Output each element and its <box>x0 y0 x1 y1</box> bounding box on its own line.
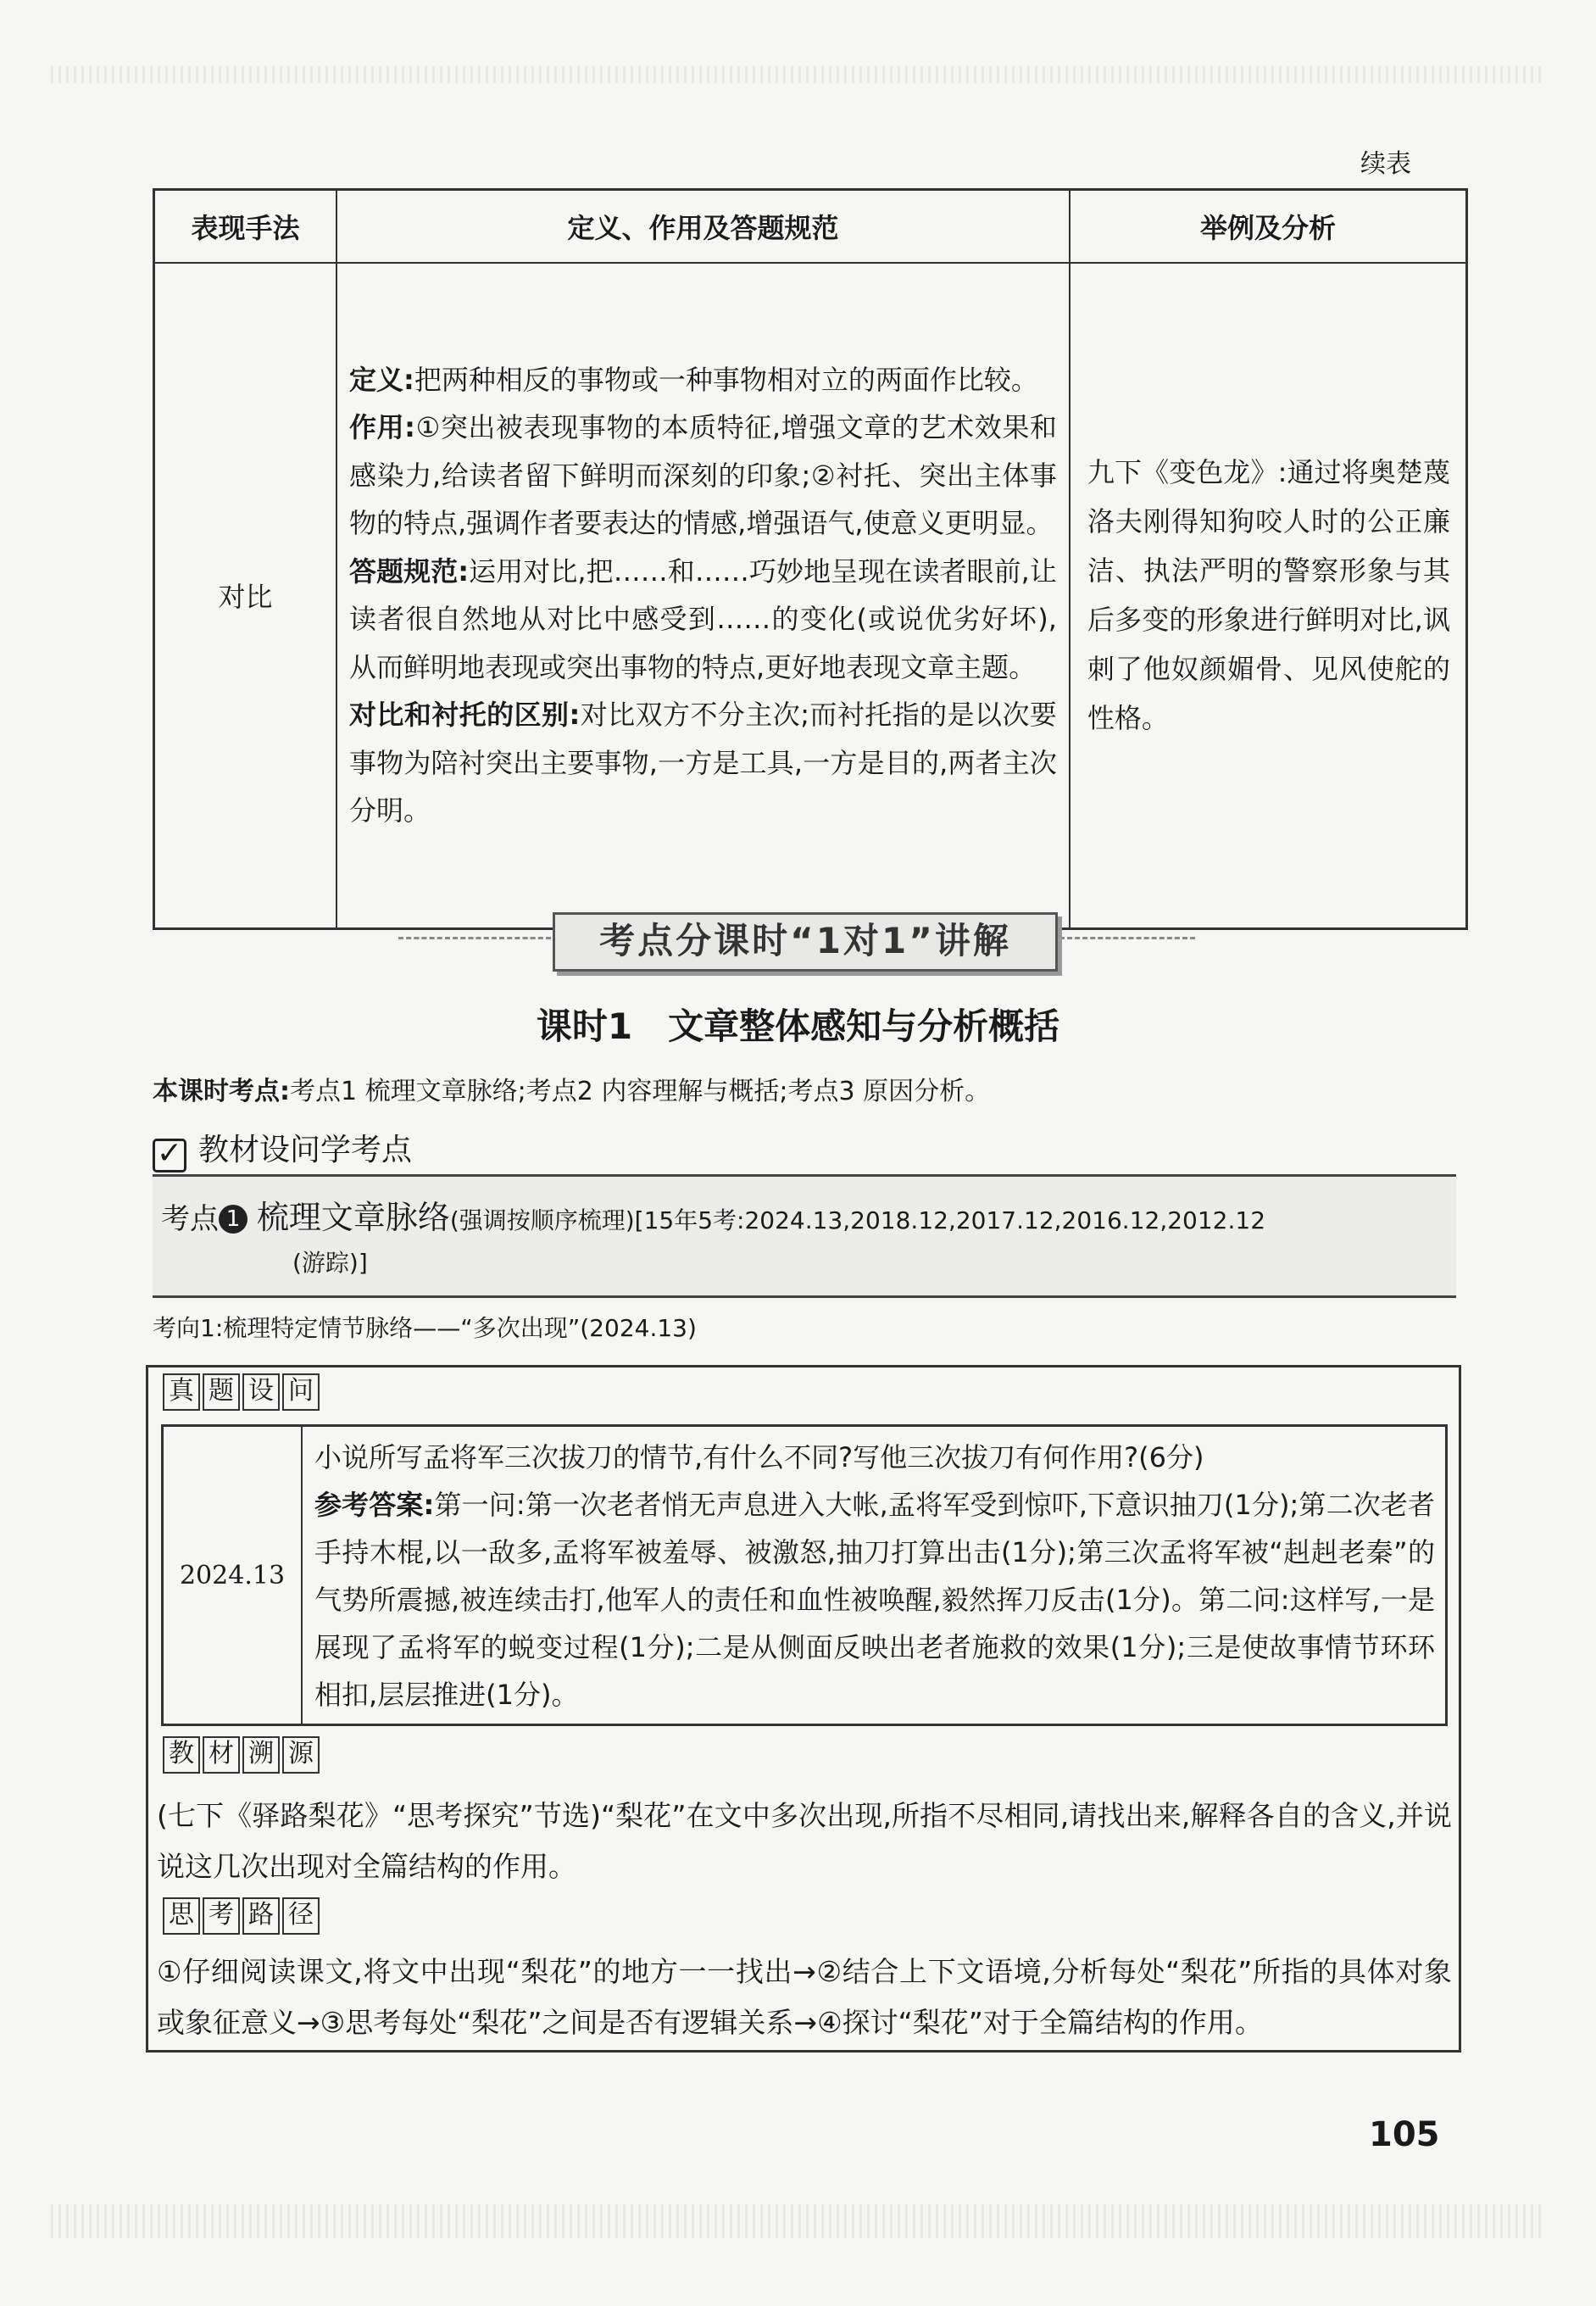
banner-rule-right <box>1059 937 1195 939</box>
kaodian-title: 考点 1 梳理文章脉络(强调按顺序梳理)[15年5考:2024.13,2018.12,2017.12,2016.12,2012.12 <box>161 1199 1266 1236</box>
effect-para: 作用:①突出被表现事物的本质特征,增强文章的艺术效果和感染力,给读者留下鲜明而深刻的印象;②衬托、突出主体事物的特点,强调作者要表达的情感,增强语气,使意义更明显。 <box>349 411 1057 540</box>
tag-silu: 思 考 路 径 <box>163 1897 322 1935</box>
kaodian-note-continued: (游踪)] <box>292 1249 368 1277</box>
example-cell: 九下《变色龙》:通过将奥楚蔑洛夫刚得知狗咬人时的公正廉洁、执法严明的警察形象与其后多变的形象进行鲜明对比,讽刺了他奴颜媚骨、见风使舵的性格。 <box>1070 263 1467 928</box>
banner-rule-left <box>398 937 551 939</box>
kaoxiang-line: 考向1:梳理特定情节脉络——“多次出现”(2024.13) <box>153 1314 697 1342</box>
table-row <box>154 263 1467 928</box>
table-header-row <box>154 190 1467 264</box>
continued-label: 续表 <box>1360 149 1411 179</box>
header-example: 举例及分析 <box>1070 190 1467 264</box>
header-definition: 定义、作用及答题规范 <box>336 190 1070 264</box>
definition-para: 定义:把两种相反的事物或一种事物相对立的两面作比较。 <box>349 363 1038 396</box>
section-title: ✓ 教材设问学考点 <box>153 1126 412 1172</box>
page-number: 105 <box>1369 2115 1440 2154</box>
answer-text: 参考答案:第一问:第一次老者悄无声息进入大帐,孟将军受到惊吓,下意识抽刀(1分);第二次老者手持木棍,以一敌多,孟将军被羞辱、被激怒,抽刀打算出击(1分);第三次孟将军被“赳赳老秦”的气势所震撼,被连续击打,他军人的责任和血性被唤醒,毅然挥刀反击(1分)。第二问:这样写,一是展现了孟将军的蜕变过程(1分);二是从侧面反映出老者施救的效果(1分);三是使故事情节环环相扣,层层推进(1分)。 <box>314 1489 1435 1711</box>
definition-cell <box>336 263 1070 928</box>
tag-jiaocai: 教 材 溯 源 <box>163 1736 322 1774</box>
source-text: (七下《驿路梨花》“思考探究”节选)“梨花”在文中多次出现,所指不尽相同,请找出来,解释各自的含义,并说说这几次出现对全篇结构的作用。 <box>157 1799 1452 1883</box>
path-text: ①仔细阅读课文,将文中出现“梨花”的地方一一找出→②结合上下文语境,分析每处“梨花”所指的具体对象或象征意义→③思考每处“梨花”之间是否有逻辑关系→④探讨“梨花”对于全篇结构的作用。 <box>157 1955 1452 2039</box>
question-year: 2024.13 <box>163 1426 303 1725</box>
lesson-title: 课时1 文章整体感知与分析概括 <box>536 1005 1060 1047</box>
question-cell <box>302 1426 1447 1725</box>
checkbox-icon: ✓ <box>153 1139 186 1172</box>
lesson-points: 本课时考点:考点1 梳理文章脉络;考点2 内容理解与概括;考点3 原因分析。 <box>153 1077 991 1106</box>
table-row <box>163 1426 1447 1725</box>
scan-noise-bottom <box>51 2204 1545 2238</box>
number-badge: 1 <box>219 1205 247 1234</box>
tag-zhenti: 真 题 设 问 <box>163 1373 322 1411</box>
method-cell: 对比 <box>154 263 337 928</box>
answer-para: 答题规范:运用对比,把……和……巧妙地呈现在读者眼前,让读者很自然地从对比中感受到……的变化(或说优劣好坏),从而鲜明地表现或突出事物的特点,更好地表现文章主题。 <box>349 554 1057 683</box>
question-text: 小说所写孟将军三次拔刀的情节,有什么不同?写他三次拔刀有何作用?(6分) <box>314 1441 1204 1473</box>
technique-table <box>153 188 1468 930</box>
difference-para: 对比和衬托的区别:对比双方不分主次;而衬托指的是以次要事物为陪衬突出主要事物,一方是工具,一方是目的,两者主次分明。 <box>349 699 1057 827</box>
header-method: 表现手法 <box>154 190 337 264</box>
question-table <box>161 1424 1448 1726</box>
section-banner: 考点分课时“1对1”讲解 <box>553 912 1058 972</box>
scan-noise-top <box>51 66 1545 83</box>
